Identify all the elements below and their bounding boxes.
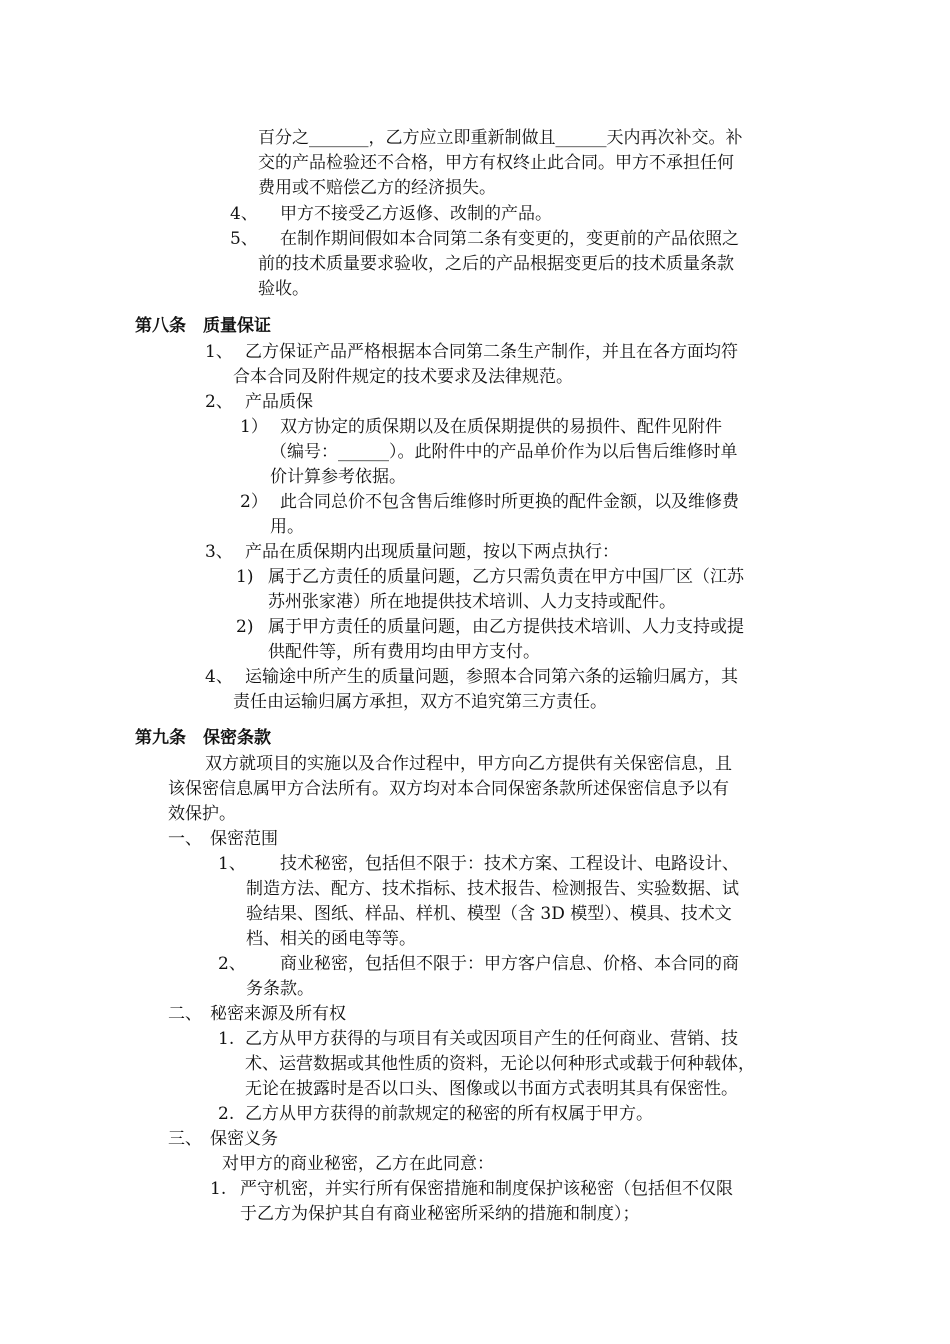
text-line: 严守机密，并实行所有保密措施和制度保护该秘密（包括但不仅限 [240, 1179, 733, 1199]
text-line: 价计算参考依据。 [270, 467, 406, 487]
text-line: 乙方保证产品严格根据本合同第二条生产制作，并且在各方面均符 [245, 342, 738, 362]
item-number: 1. [210, 1179, 227, 1199]
text-line: 乙方从甲方获得的前款规定的秘密的所有权属于甲方。 [245, 1104, 653, 1124]
item-number: 三、 [168, 1129, 202, 1149]
text-line: 在制作期间假如本合同第二条有变更的，变更前的产品依照之 [280, 229, 739, 249]
text-line: 属于乙方责任的质量问题，乙方只需负责在甲方中国厂区（江苏 [268, 567, 744, 587]
text-line: 验结果、图纸、样品、样机、模型（含 3D 模型）、模具、技术文 [246, 904, 732, 924]
item-number: 2. [218, 1104, 235, 1124]
text-line: 前的技术质量要求验收，之后的产品根据变更后的技术质量条款 [258, 254, 734, 274]
text-line: 百分之_______，乙方应立即重新制做且______天内再次补交。补 [258, 128, 743, 148]
text-line: 档、相关的函电等等。 [246, 929, 416, 949]
item-number: 2） [240, 492, 268, 512]
item-number: 1、 [205, 342, 233, 362]
text-line: 产品质保 [245, 392, 313, 412]
item-number: 二、 [168, 1004, 202, 1024]
text-line: 甲方不接受乙方返修、改制的产品。 [280, 204, 552, 224]
item-number: 2) [236, 617, 254, 637]
item-number: 4、 [205, 667, 233, 687]
text-line: 务条款。 [246, 979, 314, 999]
text-line: 费用或不赔偿乙方的经济损失。 [258, 178, 496, 198]
item-number: 2、 [205, 392, 233, 412]
text-line: 技术秘密，包括但不限于：技术方案、工程设计、电路设计、 [280, 854, 739, 874]
text-line: 产品在质保期内出现质量问题，按以下两点执行： [245, 542, 619, 562]
item-number: 2、 [218, 954, 246, 974]
text-line: 对甲方的商业秘密，乙方在此同意： [222, 1154, 494, 1174]
text-line: 商业秘密，包括但不限于：甲方客户信息、价格、本合同的商 [280, 954, 739, 974]
text-line: 保密范围 [210, 829, 278, 849]
text-line: 于乙方为保护其自有商业秘密所采纳的措施和制度）； [240, 1204, 640, 1224]
text-line: 效保护。 [168, 804, 236, 824]
text-line: 合本合同及附件规定的技术要求及法律规范。 [233, 367, 573, 387]
item-number: 5、 [230, 229, 258, 249]
text-line: 保密义务 [210, 1129, 278, 1149]
text-line: 交的产品检验还不合格，甲方有权终止此合同。甲方不承担任何 [258, 153, 734, 173]
text-line: 责任由运输归属方承担，双方不追究第三方责任。 [233, 692, 607, 712]
text-line: 双方就项目的实施以及合作过程中，甲方向乙方提供有关保密信息，且 [205, 754, 732, 774]
item-number: 一、 [168, 829, 202, 849]
text-line: 双方协定的质保期以及在质保期提供的易损件、配件见附件 [280, 417, 722, 437]
text-line: 无论在披露时是否以口头、图像或以书面方式表明其具有保密性。 [245, 1079, 738, 1099]
text-line: 该保密信息属甲方合法所有。双方均对本合同保密条款所述保密信息予以有 [168, 779, 729, 799]
item-number: 1） [240, 417, 268, 437]
item-number: 4、 [230, 204, 258, 224]
text-line: 供配件等，所有费用均由甲方支付。 [268, 642, 540, 662]
text-line: 术、运营数据或其他性质的资料，无论以何种形式或载于何种载体， [245, 1054, 755, 1074]
text-line: 用。 [270, 517, 304, 537]
item-number: 1. [218, 1029, 235, 1049]
item-number: 1、 [218, 854, 246, 874]
section-heading: 第八条 质量保证 [135, 316, 271, 336]
text-line: 乙方从甲方获得的与项目有关或因项目产生的任何商业、营销、技 [245, 1029, 738, 1049]
text-line: 秘密来源及所有权 [210, 1004, 346, 1024]
section-heading: 第九条 保密条款 [135, 728, 271, 748]
text-line: （编号：______）。此附件中的产品单价作为以后售后维修时单 [270, 442, 738, 462]
item-number: 1) [236, 567, 254, 587]
item-number: 3、 [205, 542, 233, 562]
text-line: 属于甲方责任的质量问题，由乙方提供技术培训、人力支持或提 [268, 617, 744, 637]
text-line: 运输途中所产生的质量问题，参照本合同第六条的运输归属方，其 [245, 667, 738, 687]
text-line: 苏州张家港）所在地提供技术培训、人力支持或配件。 [268, 592, 676, 612]
text-line: 此合同总价不包含售后维修时所更换的配件金额，以及维修费 [280, 492, 739, 512]
text-line: 制造方法、配方、技术指标、技术报告、检测报告、实验数据、试 [246, 879, 739, 899]
text-line: 验收。 [258, 279, 309, 299]
